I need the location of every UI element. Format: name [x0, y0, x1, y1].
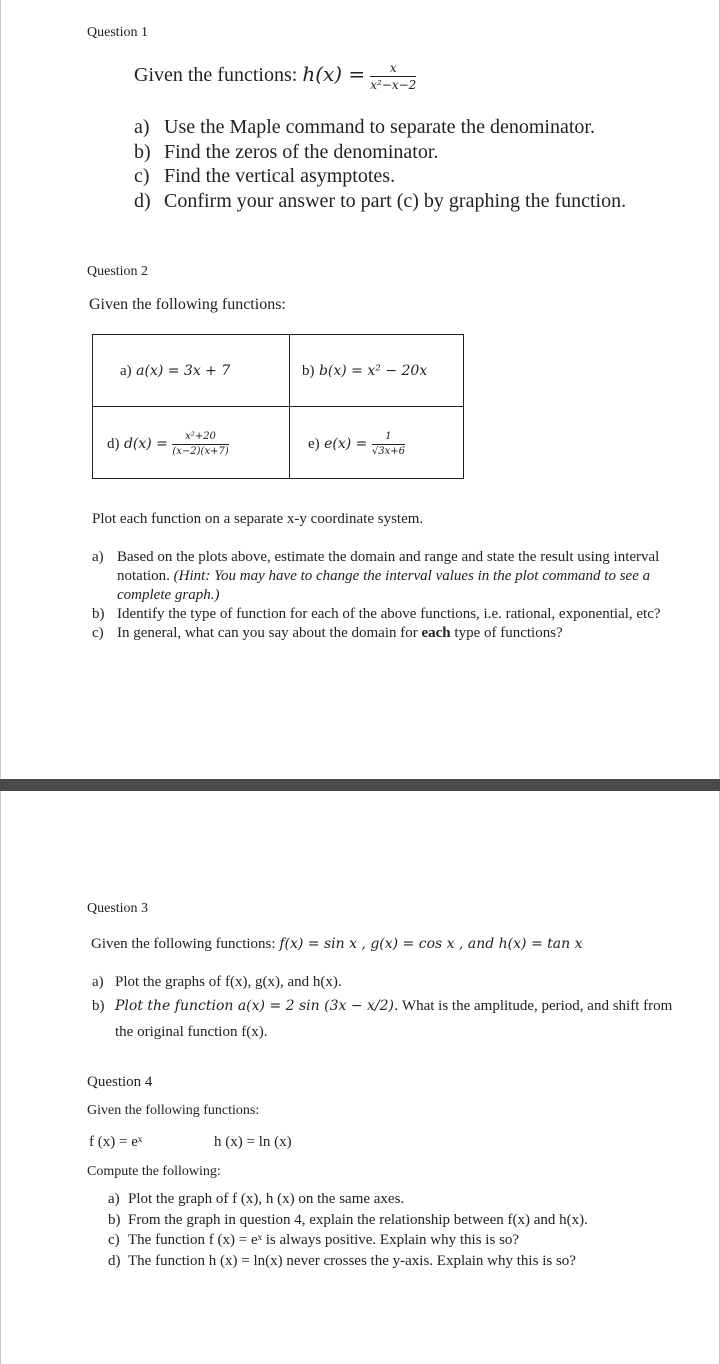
- question-1-heading: Question 1: [87, 25, 149, 40]
- table-cell-a: a) a(x) = 3x + 7: [93, 335, 290, 407]
- q4-intro: Given the following functions:: [87, 1103, 260, 1118]
- q2-item-b: b) Identify the type of function for each of the above functions, i.e. rational, exponential, etc?: [92, 606, 661, 622]
- question-3-heading: Question 3: [87, 901, 149, 916]
- q2-item-c: c) In general, what can you say about the domain for each type of functions?: [92, 625, 563, 641]
- q2-plot-instruction: Plot each function on a separate x-y coordinate system.: [92, 511, 424, 527]
- question-1-list: [134, 115, 626, 213]
- q1-frac-num: x: [370, 62, 416, 77]
- page-2: [0, 791, 720, 1364]
- q4-item-c: c) The function f (x) = eˣ is always positive. Explain why this is so?: [108, 1232, 520, 1248]
- q2-item-a: a) Based on the plots above, estimate the domain and range and state the result using interval notation. (Hint: You may have to change the interval values in the plot command to see a complete graph.): [92, 549, 660, 603]
- e-fraction: $\frac{1}{√3x+6}$: [371, 430, 405, 457]
- q1-intro: Given the functions:: [134, 64, 303, 86]
- q4-f-def: f (x) = eˣ: [89, 1134, 143, 1150]
- q2-intro: Given the following functions:: [89, 296, 286, 313]
- q3-item-a: a) Plot the graphs of f(x), g(x), and h(x).: [92, 974, 342, 990]
- q4-item-a: a) Plot the graph of f (x), h (x) on the same axes.: [108, 1191, 405, 1207]
- q1-item-a: a) Use the Maple command to separate the denominator.: [134, 116, 595, 138]
- q4-item-b: b) From the graph in question 4, explain the relationship between f(x) and h(x).: [108, 1211, 588, 1228]
- d-fraction: $\frac{\text{x²+20}}{(x-2)(x+7)}$: [172, 430, 229, 457]
- q1-item-c: c) Find the vertical asymptotes.: [134, 165, 396, 187]
- q1-item-b: b) Find the zeros of the denominator.: [134, 140, 439, 163]
- question-4-heading: Question 4: [87, 1074, 153, 1090]
- table-cell-e: e) e(x) = $\frac{1}{√3x+6}$: [290, 407, 464, 479]
- table-cell-d: d) d(x) = $\frac{\text{x²+20}}{(x-2)(x+7)}$: [93, 407, 290, 479]
- q1-func-lhs: h(x) =: [302, 62, 366, 86]
- q1-item-d: d) Confirm your answer to part (c) by graphing the function.: [134, 189, 627, 212]
- question-1-function: [134, 54, 416, 94]
- q1-frac-den: x²−x−2: [370, 77, 417, 92]
- q3-item-b-line2: the original function f(x).: [115, 1024, 268, 1040]
- q2-function-table: [92, 334, 464, 479]
- q3-intro-line: Given the following functions: f(x) = sin x , g(x) = cos x , and h(x) = tan x: [91, 936, 583, 952]
- question-2-heading: Question 2: [87, 264, 149, 279]
- question-2-list: [92, 548, 692, 643]
- table-cell-b: b) b(x) = x² − 20x: [290, 335, 464, 407]
- page-divider: [0, 779, 720, 791]
- q4-item-d: d) The function h (x) = ln(x) never crosses the y-axis. Explain why this is so?: [108, 1252, 576, 1269]
- question-4-list: [108, 1189, 668, 1271]
- q1-fraction: [370, 62, 416, 91]
- q4-h-def: h (x) = ln (x): [214, 1134, 292, 1150]
- q4-compute: Compute the following:: [87, 1164, 221, 1179]
- q3-item-b: b) Plot the function a(x) = 2 sin (3x − x/2). What is the amplitude, period, and shift from: [92, 998, 673, 1014]
